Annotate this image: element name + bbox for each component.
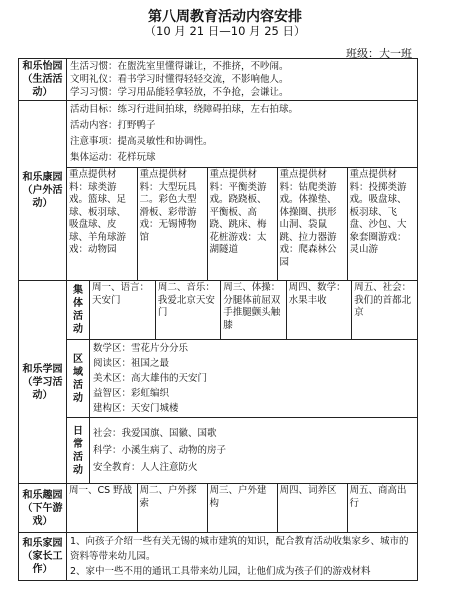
group-day-cell: 周二、音乐：我爱北京天安门 [155,281,220,339]
station-cell: 重点提供材料：平衡类游戏。跷跷板、平衡板、高跷、跳床、梅花桩游戏：太湖隧道 [207,168,277,281]
outdoor-content [67,101,418,281]
area-activity-label: 区域活动 [67,340,90,418]
fun-category: 和乐趣园（下午游戏） [19,484,67,533]
fun-day-cell: 周一、CS 野战 [67,484,137,532]
home-line: 1、向孩子介绍一些有关无锡的城市建筑的知识，配合教育活动收集家乡、城市的资料等带来幼儿园。 [70,536,409,562]
outdoor-line: 注意事项：提高灵敏性和协调性。 [70,136,213,147]
group-day-cell: 周四、数学：水果丰收 [286,281,351,339]
home-line: 2、家中一些不用的通讯工具带来幼儿园，让他们成为孩子们的游戏材料 [70,566,371,577]
fun-day-cell: 周四、词养区 [277,484,347,532]
daily-line: 安全教育：人人注意防火 [93,462,198,473]
home-content [67,533,418,581]
area-activity-content [90,340,418,418]
life-content [67,59,418,101]
outdoor-row [19,101,418,281]
area-line: 阅读区：祖国之最 [93,358,170,369]
outdoor-line: 活动目标：练习行进间拍球，绕障碍拍球，左右拍球。 [70,104,299,115]
area-line: 益智区：彩虹编织 [93,388,170,399]
outdoor-category: 和乐康园（户外活动） [19,101,67,281]
outdoor-line: 集体运动：花样玩球 [70,152,156,163]
life-category: 和乐怡园（生活活动） [19,59,67,101]
group-activity-label: 集体活动 [67,281,90,340]
life-line: 生活习惯：在盥洗室里懂得谦让，不推挤，不吵闹。 [70,61,289,72]
fun-days [67,484,417,532]
home-row [19,533,418,581]
outdoor-stations [67,167,417,280]
fun-day-cell: 周三、户外建构 [207,484,277,532]
area-line: 美术区：高大雄伟的天安门 [93,373,208,384]
group-day-cell: 周五、社会：我们的首都北京 [352,281,417,339]
fun-content [67,484,418,533]
daily-line: 科学：小溪生病了、动物的房子 [93,445,227,456]
station-cell: 重点提供材料：大型玩具二。彩色大型滑板、彩带游戏：无锡博物馆 [137,168,207,281]
area-line: 建构区：天安门城楼 [93,403,179,414]
area-line: 数学区：雪花片分分乐 [93,343,189,354]
outdoor-line: 活动内容：打野鸭子 [70,120,156,131]
station-cell: 重点提供材料：投掷类游戏。吸盘球、板羽球、飞盘、沙包、大象套圈游戏：灵山游 [347,168,417,281]
study-area-row [19,340,418,418]
group-activity-days [90,281,417,339]
study-category: 和乐学园（学习活动） [19,281,67,484]
study-daily-row [19,418,418,484]
life-line: 文明礼仪：看书学习时懂得轻轻交流，不影响他人。 [70,74,289,85]
date-range: （10 月 21 日—10 月 25 日） [144,24,306,38]
group-day-cell: 周一、语言：天安门 [90,281,155,339]
group-day-cell: 周三、体操：分腿体前屈双手推腿颤头触膝 [221,281,286,339]
daily-line: 社会：我爱国旗、国徽、国歌 [93,428,217,439]
fun-day-cell: 周二、户外探索 [137,484,207,532]
daily-activity-label: 日常活动 [67,418,90,484]
life-line: 学习习惯：学习用品能轻拿轻放，不争抢，会谦让。 [70,87,289,98]
study-group-row [19,281,418,340]
fun-day-cell: 周五、商高出行 [347,484,417,532]
group-activity-content [90,281,418,340]
station-cell: 重点提供材料：钻爬类游戏。体操垫、体操圈、拱形山洞、袋鼠跳、拉力器游戏：爬森林公园 [277,168,347,281]
station-cell: 重点提供材料：球类游戏。篮球、足球、板羽球、吸盘球、皮球、羊角球游戏：动物园 [67,168,137,281]
home-category: 和乐家园（家长工作） [19,533,67,581]
class-label: 班级：大一班 [346,47,412,60]
fun-row [19,484,418,533]
life-row [19,59,418,101]
page-title: 第八周教育活动内容安排 [148,9,302,25]
schedule-table [18,58,418,581]
daily-activity-content [90,418,418,484]
